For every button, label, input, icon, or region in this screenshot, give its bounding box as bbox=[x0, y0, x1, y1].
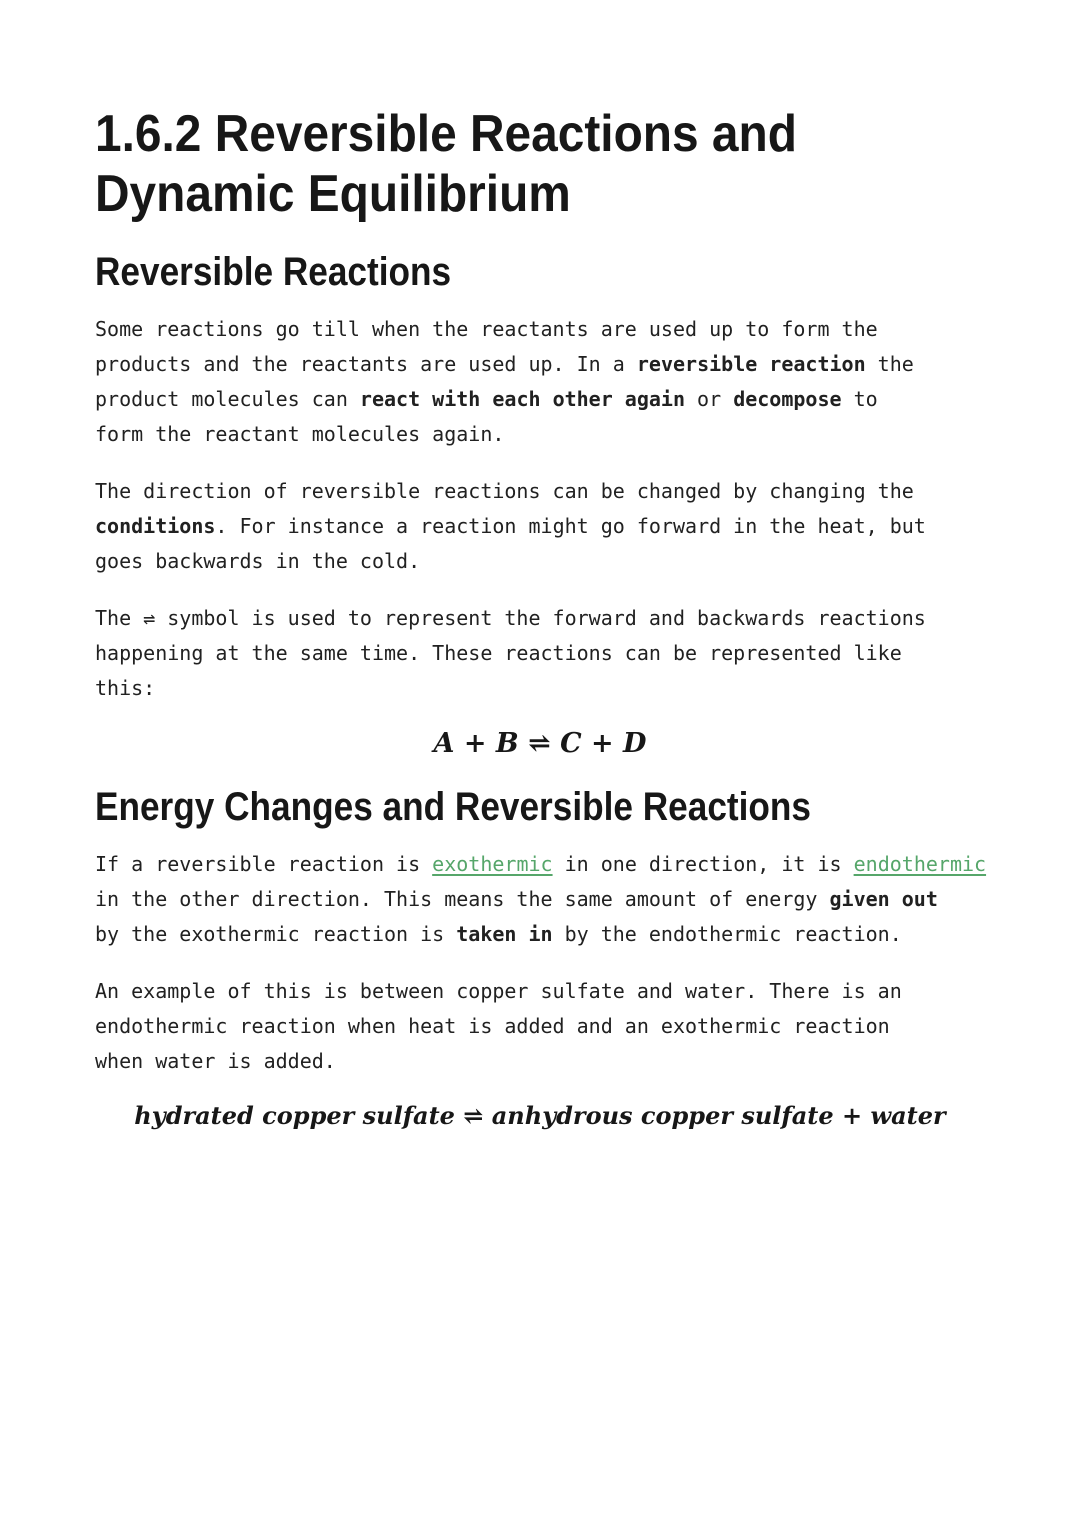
paragraph-equilibrium-symbol bbox=[95, 601, 985, 706]
bold-text-run: react with each other again bbox=[359, 387, 686, 411]
text-line bbox=[95, 312, 985, 347]
text-run: . For instance a reaction might go forward in the heat, but bbox=[215, 514, 926, 538]
text-run: by the exothermic reaction is bbox=[95, 922, 457, 946]
text-run: goes backwards in the cold. bbox=[95, 549, 421, 573]
section-heading-energy-changes: Energy Changes and Reversible Reactions bbox=[95, 785, 811, 829]
text-line bbox=[95, 917, 985, 952]
link-endothermic[interactable]: endothermic bbox=[853, 852, 987, 876]
page-title-line-2: Dynamic Equilibrium bbox=[95, 165, 571, 223]
bold-text-run: conditions bbox=[95, 514, 216, 538]
text-run: this: bbox=[95, 676, 156, 700]
text-run: The direction of reversible reactions can be changed by changing the bbox=[95, 479, 914, 503]
text-run: The ⇌ symbol is used to represent the forward and backwards reactions bbox=[95, 606, 926, 630]
text-line bbox=[95, 474, 985, 509]
paragraph-copper-sulfate-example bbox=[95, 974, 985, 1079]
text-line bbox=[95, 847, 985, 882]
text-run: An example of this is between copper sulfate and water. There is an bbox=[95, 979, 902, 1003]
text-line bbox=[95, 1044, 985, 1079]
text-run: by the endothermic reaction. bbox=[552, 922, 902, 946]
page-title-line-1: 1.6.2 Reversible Reactions and bbox=[95, 105, 797, 163]
text-line bbox=[95, 601, 985, 636]
text-line bbox=[95, 417, 985, 452]
bold-text-run: reversible reaction bbox=[636, 352, 866, 376]
text-line bbox=[95, 974, 985, 1009]
paragraph-direction-conditions bbox=[95, 474, 985, 579]
page-title bbox=[95, 104, 985, 224]
text-run: in one direction, it is bbox=[552, 852, 854, 876]
text-line bbox=[95, 509, 985, 544]
page-title-text bbox=[95, 104, 797, 224]
text-line bbox=[95, 671, 985, 706]
bold-text-run: given out bbox=[829, 887, 938, 911]
text-line bbox=[95, 382, 985, 417]
text-run: or bbox=[685, 387, 734, 411]
link-exothermic[interactable]: exothermic bbox=[432, 852, 553, 876]
equation-copper-sulfate: hydrated copper sulfate ⇌ anhydrous copper sulfate + water bbox=[134, 1101, 946, 1130]
text-line bbox=[95, 544, 985, 579]
text-run: happening at the same time. These reactions can be represented like bbox=[95, 641, 902, 665]
text-line bbox=[95, 347, 985, 382]
text-run: to bbox=[841, 387, 878, 411]
text-run: endothermic reaction when heat is added and an exothermic reaction bbox=[95, 1014, 890, 1038]
text-run: If a reversible reaction is bbox=[95, 852, 433, 876]
paragraph-exothermic-endothermic bbox=[95, 847, 985, 952]
text-run: products and the reactants are used up. In a bbox=[95, 352, 637, 376]
section-heading-reversible-reactions: Reversible Reactions bbox=[95, 250, 452, 294]
text-run: product molecules can bbox=[95, 387, 360, 411]
text-line bbox=[95, 636, 985, 671]
text-run: form the reactant molecules again. bbox=[95, 422, 505, 446]
paragraph-reversible-intro bbox=[95, 312, 985, 452]
text-run: when water is added. bbox=[95, 1049, 336, 1073]
text-run: the bbox=[865, 352, 914, 376]
bold-text-run: decompose bbox=[733, 387, 842, 411]
text-line bbox=[95, 882, 985, 917]
text-run: Some reactions go till when the reactants are used up to form the bbox=[95, 317, 878, 341]
bold-text-run: taken in bbox=[456, 922, 553, 946]
equation-a-b-c-d: A + B ⇌ C + D bbox=[433, 728, 647, 759]
text-run: in the other direction. This means the same amount of energy bbox=[95, 887, 830, 911]
text-line bbox=[95, 1009, 985, 1044]
